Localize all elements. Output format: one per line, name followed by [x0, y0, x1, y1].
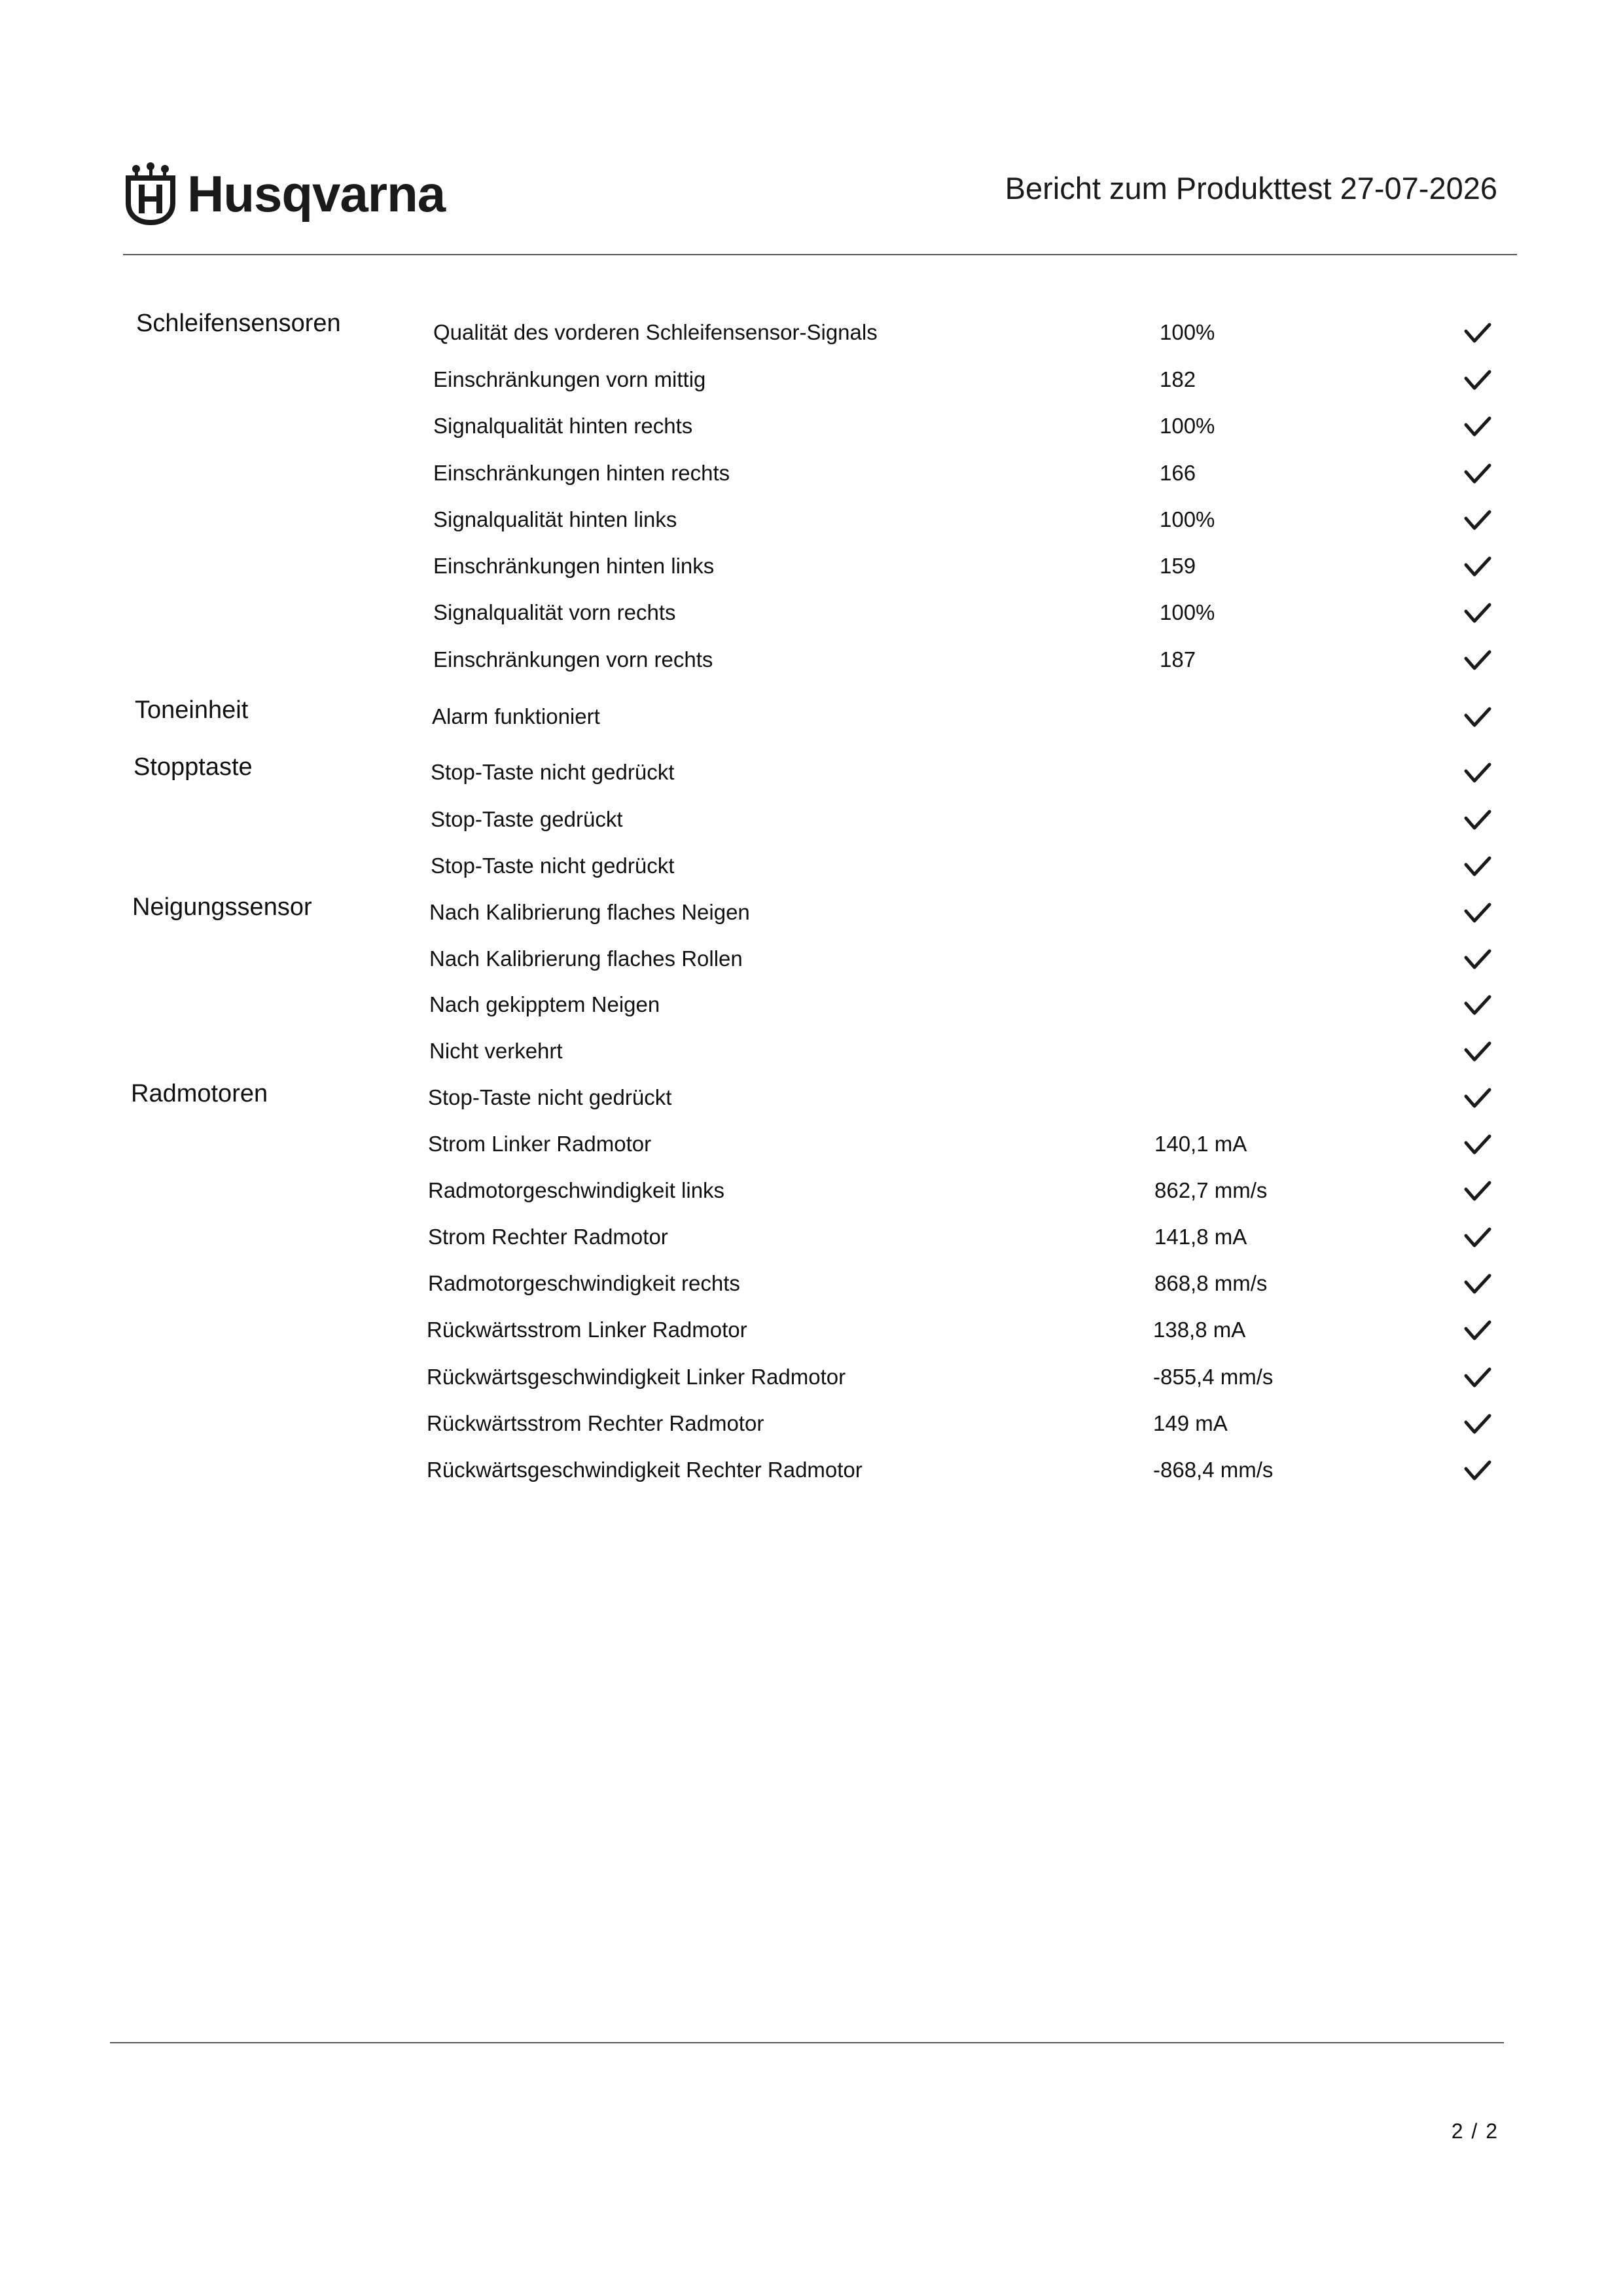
table-row [0, 593, 1623, 632]
table-row [0, 1171, 1623, 1210]
test-item-label: Strom Linker Radmotor [428, 1132, 652, 1156]
test-item-label: Stop-Taste nicht gedrückt [428, 1085, 672, 1109]
checkmark-icon [1463, 463, 1492, 486]
table-row [0, 985, 1623, 1024]
section-label: Neigungssensor [132, 893, 312, 921]
table-row [0, 1264, 1623, 1303]
test-item-label: Rückwärtsstrom Linker Radmotor [427, 1318, 747, 1342]
test-item-label: Nach Kalibrierung flaches Neigen [429, 900, 750, 924]
checkmark-icon [1463, 556, 1492, 579]
checkmark-icon [1463, 416, 1492, 439]
test-item-value: 100% [1160, 600, 1215, 624]
test-item-label: Alarm funktioniert [432, 704, 600, 728]
table-row [0, 697, 1623, 736]
test-item-value: 100% [1160, 320, 1215, 344]
test-item-label: Strom Rechter Radmotor [428, 1225, 668, 1249]
test-item-label: Signalqualität hinten rechts [433, 414, 693, 438]
checkmark-icon [1463, 1227, 1492, 1250]
checkmark-icon [1463, 369, 1492, 393]
table-row [0, 640, 1623, 679]
test-item-value: 166 [1160, 461, 1196, 485]
checkmark-icon [1463, 809, 1492, 833]
test-item-label: Einschränkungen hinten rechts [433, 461, 730, 485]
checkmark-icon [1463, 1413, 1492, 1437]
test-item-label: Nach Kalibrierung flaches Rollen [429, 946, 743, 971]
test-item-label: Rückwärtsgeschwindigkeit Linker Radmotor [427, 1365, 846, 1389]
test-item-value: 140,1 mA [1154, 1132, 1247, 1156]
table-row [0, 893, 1623, 932]
test-item-value: 182 [1160, 367, 1196, 391]
test-item-value: 100% [1160, 507, 1215, 531]
table-row [0, 547, 1623, 586]
test-item-value: 149 mA [1153, 1411, 1228, 1435]
test-item-value: -868,4 mm/s [1153, 1458, 1274, 1482]
test-item-label: Einschränkungen hinten links [433, 554, 715, 578]
test-item-label: Signalqualität hinten links [433, 507, 677, 531]
section-label: Radmotoren [131, 1080, 268, 1107]
table-row [0, 1031, 1623, 1071]
section-label: Stopptaste [134, 753, 253, 781]
checkmark-icon [1463, 762, 1492, 785]
test-item-value: -855,4 mm/s [1153, 1365, 1274, 1389]
checkmark-icon [1463, 1041, 1492, 1064]
checkmark-icon [1463, 649, 1492, 673]
table-row [0, 1404, 1623, 1443]
table-row [0, 454, 1623, 493]
section-label: Toneinheit [135, 696, 249, 724]
checkmark-icon [1463, 1273, 1492, 1297]
checkmark-icon [1463, 322, 1492, 346]
checkmark-icon [1463, 706, 1492, 730]
test-item-label: Signalqualität vorn rechts [433, 600, 676, 624]
test-item-value: 138,8 mA [1153, 1318, 1246, 1342]
checkmark-icon [1463, 1319, 1492, 1343]
table-row [0, 1078, 1623, 1117]
checkmark-icon [1463, 1367, 1492, 1390]
brand-wordmark: Husqvarna [187, 165, 446, 223]
checkmark-icon [1463, 948, 1492, 972]
table-row [0, 1450, 1623, 1490]
table-row [0, 406, 1623, 446]
table-row [0, 500, 1623, 539]
test-item-value: 159 [1160, 554, 1196, 578]
test-item-label: Nicht verkehrt [429, 1039, 563, 1063]
test-item-label: Nach gekipptem Neigen [429, 992, 660, 1016]
table-row [0, 753, 1623, 792]
section-label: Schleifensensoren [136, 310, 341, 337]
test-item-value: 141,8 mA [1154, 1225, 1247, 1249]
table-row [0, 310, 1623, 352]
checkmark-icon [1463, 1087, 1492, 1111]
checkmark-icon [1463, 1460, 1492, 1483]
test-item-label: Einschränkungen vorn rechts [433, 647, 713, 672]
test-item-label: Rückwärtsgeschwindigkeit Rechter Radmotor [427, 1458, 863, 1482]
table-row [0, 360, 1623, 399]
checkmark-icon [1463, 902, 1492, 925]
checkmark-icon [1463, 1180, 1492, 1204]
table-row [0, 1357, 1623, 1397]
test-item-label: Einschränkungen vorn mittig [433, 367, 706, 391]
footer-divider [110, 2042, 1504, 2043]
checkmark-icon [1463, 994, 1492, 1018]
page-number: 2 / 2 [1451, 2119, 1499, 2143]
table-row [0, 1310, 1623, 1350]
test-item-label: Radmotorgeschwindigkeit rechts [428, 1271, 740, 1295]
test-item-value: 100% [1160, 414, 1215, 438]
checkmark-icon [1463, 602, 1492, 626]
test-item-label: Radmotorgeschwindigkeit links [428, 1178, 725, 1202]
test-item-value: 862,7 mm/s [1154, 1178, 1268, 1202]
checkmark-icon [1463, 509, 1492, 533]
test-item-label: Stop-Taste gedrückt [431, 807, 623, 831]
table-row [0, 1217, 1623, 1257]
test-item-label: Stop-Taste nicht gedrückt [431, 853, 675, 878]
report-title: Bericht zum Produkttest 27-07-2026 [1005, 171, 1497, 206]
test-item-value: 187 [1160, 647, 1196, 672]
checkmark-icon [1463, 855, 1492, 879]
test-item-value: 868,8 mm/s [1154, 1271, 1268, 1295]
table-row [0, 846, 1623, 886]
test-item-label: Rückwärtsstrom Rechter Radmotor [427, 1411, 764, 1435]
table-row [0, 939, 1623, 978]
table-row [0, 1124, 1623, 1164]
test-item-label: Stop-Taste nicht gedrückt [431, 760, 675, 784]
checkmark-icon [1463, 1134, 1492, 1157]
test-item-label: Qualität des vorderen Schleifensensor-Signals [433, 320, 878, 344]
table-row [0, 800, 1623, 839]
